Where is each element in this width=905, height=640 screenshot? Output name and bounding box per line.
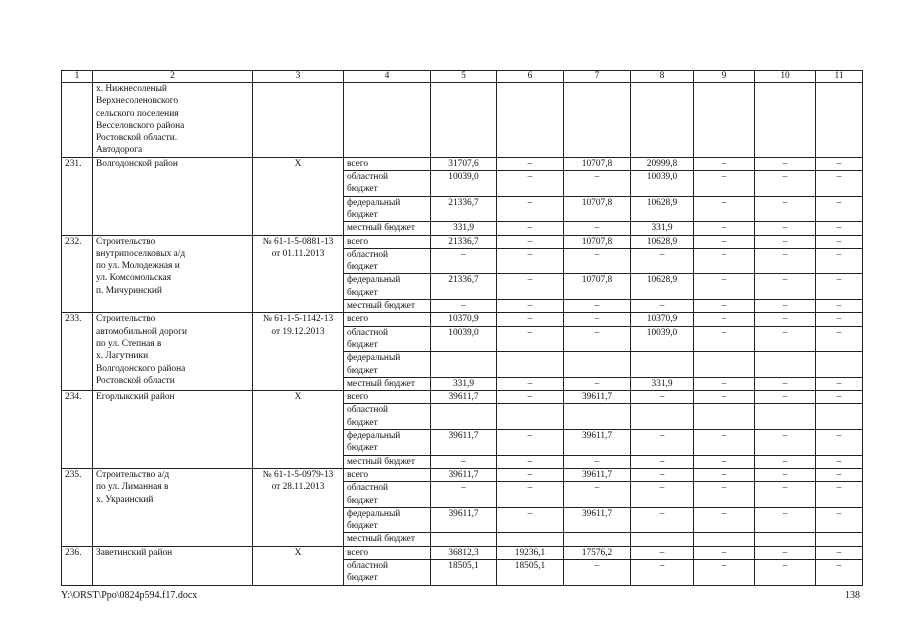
- amount-cell: 10039,0: [431, 326, 497, 352]
- amount-cell: –: [497, 274, 564, 300]
- amount-cell: –: [816, 377, 863, 390]
- column-number-cell: 8: [631, 71, 694, 83]
- amount-cell: [564, 404, 631, 430]
- amount-cell: 10707,8: [564, 274, 631, 300]
- amount-cell: –: [694, 274, 755, 300]
- funding-source: всего: [344, 546, 431, 559]
- amount-cell: –: [816, 171, 863, 197]
- table-row: [62, 546, 863, 559]
- funding-source: федеральный бюджет: [344, 430, 431, 456]
- amount-cell: –: [497, 196, 564, 222]
- item-name: Егорлыкский район: [93, 391, 253, 469]
- amount-cell: –: [497, 222, 564, 235]
- amount-cell: [816, 83, 863, 158]
- amount-cell: [694, 533, 755, 546]
- column-number-cell: 9: [694, 71, 755, 83]
- amount-cell: –: [755, 546, 816, 559]
- amount-cell: 10370,9: [631, 313, 694, 326]
- item-name: Заветинский район: [93, 546, 253, 585]
- amount-cell: [694, 404, 755, 430]
- amount-cell: 31707,6: [431, 157, 497, 170]
- amount-cell: –: [631, 455, 694, 468]
- funding-source: областной бюджет: [344, 404, 431, 430]
- amount-cell: –: [631, 300, 694, 313]
- amount-cell: 19236,1: [497, 546, 564, 559]
- amount-cell: 18505,1: [497, 559, 564, 585]
- amount-cell: –: [631, 391, 694, 404]
- amount-cell: –: [694, 468, 755, 481]
- item-document: № 61-1-5-0979-13 от 28.11.2013: [253, 468, 344, 546]
- amount-cell: –: [816, 468, 863, 481]
- amount-cell: [755, 83, 816, 158]
- item-number: 233.: [62, 313, 93, 391]
- amount-cell: –: [755, 507, 816, 533]
- funding-source: областной бюджет: [344, 482, 431, 508]
- funding-source: федеральный бюджет: [344, 274, 431, 300]
- page-number: 138: [845, 590, 860, 601]
- amount-cell: [755, 533, 816, 546]
- amount-cell: 18505,1: [431, 559, 497, 585]
- item-document: Х: [253, 391, 344, 469]
- amount-cell: –: [694, 171, 755, 197]
- amount-cell: –: [564, 300, 631, 313]
- amount-cell: –: [497, 326, 564, 352]
- column-number-cell: 5: [431, 71, 497, 83]
- amount-cell: [694, 352, 755, 378]
- amount-cell: –: [564, 222, 631, 235]
- amount-cell: –: [631, 546, 694, 559]
- amount-cell: –: [816, 222, 863, 235]
- amount-cell: –: [816, 274, 863, 300]
- amount-cell: –: [694, 507, 755, 533]
- amount-cell: [631, 83, 694, 158]
- amount-cell: –: [694, 559, 755, 585]
- funding-source: [344, 83, 431, 158]
- amount-cell: –: [497, 468, 564, 481]
- amount-cell: 10707,8: [564, 196, 631, 222]
- funding-source: всего: [344, 235, 431, 248]
- amount-cell: 331,9: [431, 222, 497, 235]
- funding-source: федеральный бюджет: [344, 196, 431, 222]
- amount-cell: 39611,7: [564, 430, 631, 456]
- amount-cell: –: [631, 559, 694, 585]
- amount-cell: –: [816, 300, 863, 313]
- table-row: [62, 235, 863, 248]
- amount-cell: –: [755, 274, 816, 300]
- amount-cell: –: [564, 326, 631, 352]
- amount-cell: 39611,7: [564, 507, 631, 533]
- amount-cell: [631, 404, 694, 430]
- amount-cell: –: [564, 455, 631, 468]
- funding-source: областной бюджет: [344, 171, 431, 197]
- amount-cell: –: [816, 313, 863, 326]
- amount-cell: [816, 352, 863, 378]
- amount-cell: 10370,9: [431, 313, 497, 326]
- item-document: [253, 83, 344, 158]
- amount-cell: [755, 404, 816, 430]
- funding-source: местный бюджет: [344, 377, 431, 390]
- funding-source: областной бюджет: [344, 248, 431, 274]
- item-number: 234.: [62, 391, 93, 469]
- item-document: Х: [253, 157, 344, 235]
- funding-source: всего: [344, 391, 431, 404]
- amount-cell: –: [694, 391, 755, 404]
- amount-cell: –: [497, 248, 564, 274]
- funding-source: местный бюджет: [344, 300, 431, 313]
- funding-source: федеральный бюджет: [344, 352, 431, 378]
- funding-source: всего: [344, 468, 431, 481]
- column-number-cell: 4: [344, 71, 431, 83]
- amount-cell: 20999,8: [631, 157, 694, 170]
- amount-cell: –: [631, 248, 694, 274]
- table-row: [62, 83, 863, 158]
- amount-cell: [497, 352, 564, 378]
- amount-cell: –: [755, 468, 816, 481]
- amount-cell: [431, 404, 497, 430]
- amount-cell: –: [816, 248, 863, 274]
- amount-cell: –: [694, 455, 755, 468]
- amount-cell: –: [631, 468, 694, 481]
- amount-cell: [564, 83, 631, 158]
- funding-source: областной бюджет: [344, 326, 431, 352]
- amount-cell: –: [694, 430, 755, 456]
- amount-cell: [755, 352, 816, 378]
- amount-cell: –: [497, 482, 564, 508]
- funding-source: всего: [344, 313, 431, 326]
- amount-cell: 10707,8: [564, 157, 631, 170]
- item-number: 236.: [62, 546, 93, 585]
- amount-cell: 331,9: [631, 377, 694, 390]
- item-number: 232.: [62, 235, 93, 313]
- amount-cell: [497, 404, 564, 430]
- amount-cell: –: [816, 391, 863, 404]
- amount-cell: –: [497, 300, 564, 313]
- amount-cell: [816, 404, 863, 430]
- amount-cell: [564, 533, 631, 546]
- amount-cell: 10707,8: [564, 235, 631, 248]
- amount-cell: –: [755, 326, 816, 352]
- amount-cell: 39611,7: [431, 430, 497, 456]
- amount-cell: –: [564, 248, 631, 274]
- amount-cell: 39611,7: [564, 468, 631, 481]
- amount-cell: –: [755, 430, 816, 456]
- amount-cell: 39611,7: [431, 391, 497, 404]
- amount-cell: –: [497, 235, 564, 248]
- amount-cell: –: [564, 482, 631, 508]
- amount-cell: –: [755, 377, 816, 390]
- amount-cell: –: [564, 559, 631, 585]
- amount-cell: 10628,9: [631, 274, 694, 300]
- funding-source: областной бюджет: [344, 559, 431, 585]
- table-row: [62, 468, 863, 481]
- amount-cell: –: [755, 391, 816, 404]
- amount-cell: –: [631, 507, 694, 533]
- amount-cell: –: [816, 507, 863, 533]
- funding-source: всего: [344, 157, 431, 170]
- amount-cell: –: [816, 559, 863, 585]
- amount-cell: –: [816, 326, 863, 352]
- item-document: № 61-1-5-0881-13 от 01.11.2013: [253, 235, 344, 313]
- amount-cell: –: [694, 300, 755, 313]
- amount-cell: –: [694, 248, 755, 274]
- amount-cell: –: [497, 157, 564, 170]
- funding-source: местный бюджет: [344, 455, 431, 468]
- amount-cell: –: [694, 482, 755, 508]
- amount-cell: –: [816, 455, 863, 468]
- amount-cell: [431, 83, 497, 158]
- amount-cell: –: [431, 300, 497, 313]
- amount-cell: –: [497, 430, 564, 456]
- amount-cell: –: [694, 313, 755, 326]
- amount-cell: [631, 352, 694, 378]
- amount-cell: 17576,2: [564, 546, 631, 559]
- table-row: [62, 157, 863, 170]
- amount-cell: –: [755, 455, 816, 468]
- amount-cell: [564, 352, 631, 378]
- amount-cell: –: [694, 546, 755, 559]
- amount-cell: –: [497, 313, 564, 326]
- amount-cell: –: [497, 391, 564, 404]
- item-name: Строительство а/д по ул. Лиманная в х. Украинский: [93, 468, 253, 546]
- item-document: Х: [253, 546, 344, 585]
- amount-cell: –: [694, 377, 755, 390]
- column-number-cell: 3: [253, 71, 344, 83]
- item-name: Волгодонской район: [93, 157, 253, 235]
- amount-cell: –: [755, 482, 816, 508]
- funding-source: федеральный бюджет: [344, 507, 431, 533]
- amount-cell: –: [755, 300, 816, 313]
- column-number-row: [62, 71, 863, 83]
- amount-cell: –: [816, 430, 863, 456]
- amount-cell: –: [564, 377, 631, 390]
- amount-cell: –: [694, 235, 755, 248]
- amount-cell: –: [431, 455, 497, 468]
- item-name: Строительство внутрипоселковых а/д по ул. Молодежная и ул. Комсомольская п. Мичуринский: [93, 235, 253, 313]
- funding-source: местный бюджет: [344, 533, 431, 546]
- amount-cell: –: [631, 482, 694, 508]
- column-number-cell: 11: [816, 71, 863, 83]
- amount-cell: 21336,7: [431, 274, 497, 300]
- amount-cell: 10039,0: [431, 171, 497, 197]
- amount-cell: 36812,3: [431, 546, 497, 559]
- amount-cell: –: [816, 157, 863, 170]
- amount-cell: –: [564, 171, 631, 197]
- amount-cell: –: [694, 157, 755, 170]
- amount-cell: [431, 533, 497, 546]
- amount-cell: 21336,7: [431, 235, 497, 248]
- table-row: [62, 313, 863, 326]
- funding-source: местный бюджет: [344, 222, 431, 235]
- item-number: 235.: [62, 468, 93, 546]
- column-number-cell: 6: [497, 71, 564, 83]
- amount-cell: –: [631, 430, 694, 456]
- amount-cell: –: [755, 157, 816, 170]
- amount-cell: –: [694, 222, 755, 235]
- amount-cell: –: [755, 559, 816, 585]
- item-document: № 61-1-5-1142-13 от 19.12.2013: [253, 313, 344, 391]
- item-name: х. Нижнесоленый Верхнесоленовского сельского поселения Весселовского района Ростовской области. Автодорога: [93, 83, 253, 158]
- amount-cell: –: [564, 313, 631, 326]
- amount-cell: –: [816, 546, 863, 559]
- footer-file-path: Y:\ORST\Ppo\0824p594.f17.docx: [61, 590, 198, 601]
- amount-cell: 21336,7: [431, 196, 497, 222]
- amount-cell: –: [497, 171, 564, 197]
- item-number: [62, 83, 93, 158]
- amount-cell: 331,9: [631, 222, 694, 235]
- amount-cell: –: [755, 235, 816, 248]
- amount-cell: –: [816, 196, 863, 222]
- column-number-cell: 10: [755, 71, 816, 83]
- amount-cell: 10628,9: [631, 196, 694, 222]
- amount-cell: –: [694, 326, 755, 352]
- amount-cell: 10039,0: [631, 326, 694, 352]
- item-number: 231.: [62, 157, 93, 235]
- amount-cell: –: [755, 196, 816, 222]
- item-name: Строительство автомобильной дороги по ул. Степная в х. Лагутники Волгодонского района Ростовской области: [93, 313, 253, 391]
- amount-cell: –: [755, 171, 816, 197]
- amount-cell: –: [497, 455, 564, 468]
- amount-cell: [694, 83, 755, 158]
- amount-cell: –: [755, 222, 816, 235]
- amount-cell: –: [755, 248, 816, 274]
- amount-cell: –: [816, 482, 863, 508]
- column-number-cell: 2: [93, 71, 253, 83]
- column-number-cell: 1: [62, 71, 93, 83]
- amount-cell: 39611,7: [431, 468, 497, 481]
- amount-cell: –: [816, 235, 863, 248]
- amount-cell: 10039,0: [631, 171, 694, 197]
- amount-cell: –: [497, 377, 564, 390]
- amount-cell: 331,9: [431, 377, 497, 390]
- amount-cell: –: [497, 507, 564, 533]
- table-row: [62, 391, 863, 404]
- amount-cell: [497, 533, 564, 546]
- amount-cell: –: [431, 248, 497, 274]
- amount-cell: –: [431, 482, 497, 508]
- amount-cell: 39611,7: [431, 507, 497, 533]
- amount-cell: –: [694, 196, 755, 222]
- amount-cell: –: [755, 313, 816, 326]
- amount-cell: [431, 352, 497, 378]
- budget-table: [61, 70, 863, 586]
- amount-cell: [631, 533, 694, 546]
- amount-cell: [816, 533, 863, 546]
- amount-cell: 39611,7: [564, 391, 631, 404]
- amount-cell: 10628,9: [631, 235, 694, 248]
- column-number-cell: 7: [564, 71, 631, 83]
- amount-cell: [497, 83, 564, 158]
